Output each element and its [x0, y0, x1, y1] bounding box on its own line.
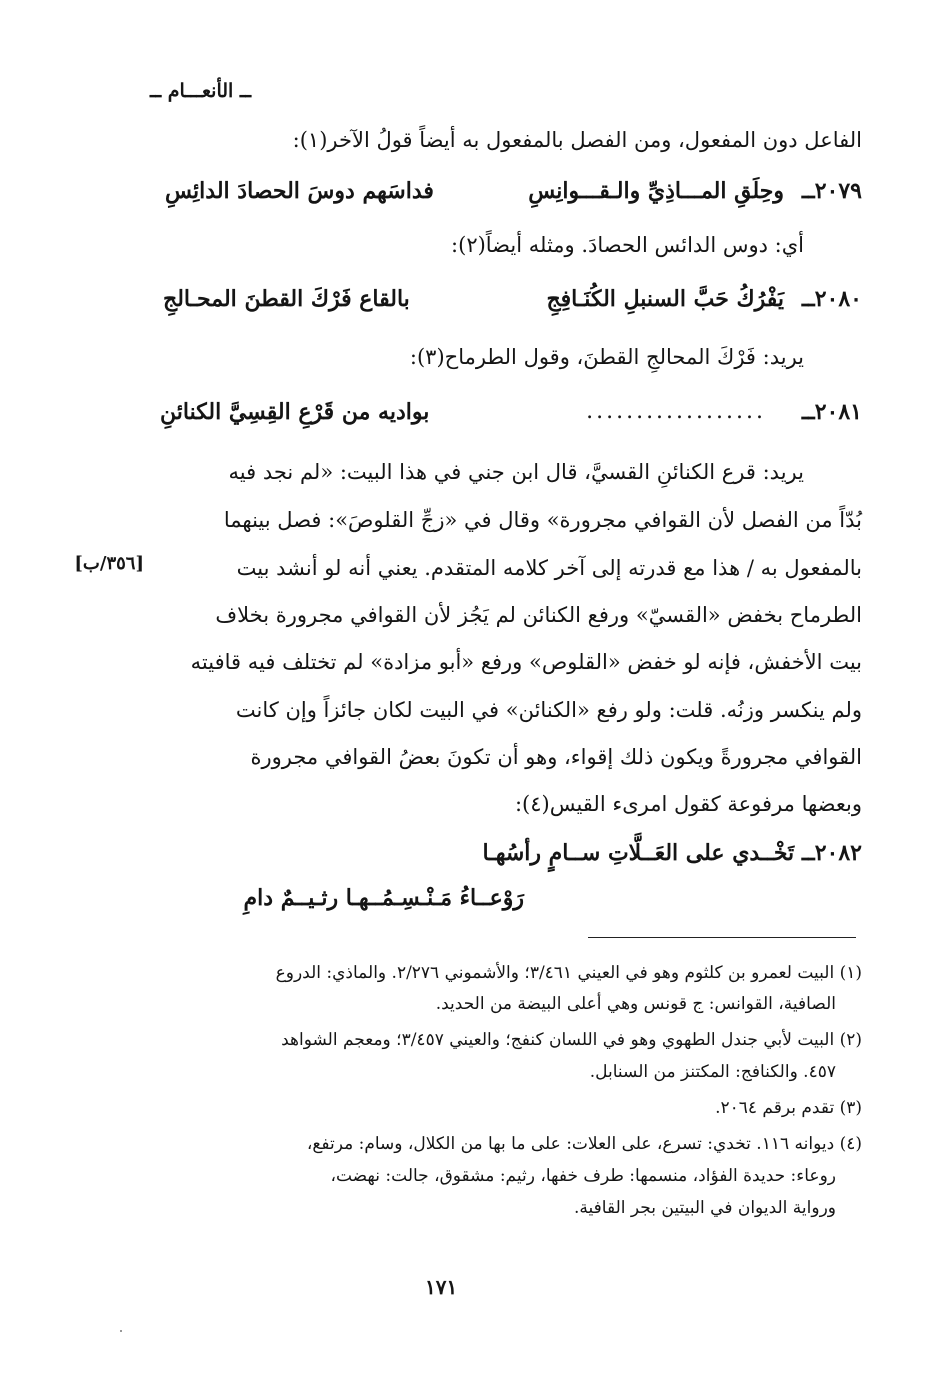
page-number: ١٧١ [425, 1275, 458, 1299]
footnote: (١) البيت لعمرو بن كلثوم وهو في العيني ٣/٤٦١؛ والأشموني ٢/٢٧٦. والماذي: الدروع [275, 963, 862, 983]
footnote: (٢) البيت لأبي جندل الطهوي وهو في اللسان كنفج؛ والعيني ٣/٤٥٧؛ ومعجم الشواهد [281, 1030, 862, 1050]
verse-number: ٢٠٨١ــ [801, 399, 862, 425]
verse-hemistich-second: بالقاع فَرْكَ القطنَ المحـالجِ [163, 286, 410, 312]
text-line: الفاعل دون المفعول، ومن الفصل بالمفعول به أيضاً قولُ الآخر(١): [292, 128, 862, 152]
text-line: وبعضها مرفوعة كقول امرىء القيس(٤): [514, 792, 862, 816]
text-line: بُدّاً من الفصل لأن القوافي مجرورة» وقال في «زجِّ القلوصَ»: فصل بينهما [223, 508, 862, 532]
footnote-continuation: الصافية، القوانس: ج قونس وهي أعلى البيضة من الحديد. [435, 994, 836, 1014]
margin-folio-reference: [٣٥٦/ب] [74, 553, 144, 574]
footnote-continuation: روعاء: حديدة الفؤاد، منسمها: طرف خفها، رثيم: مشقوق، جالت: نهضت، [330, 1166, 836, 1186]
verse-number: ٢٠٧٩ــ [801, 178, 862, 204]
text-line: ولم ينكسر وزنُه. قلت: ولو رفع «الكنائن» في البيت لكان جائزاً وإن كانت [235, 698, 862, 722]
running-header: ــ الأنعـــام ــ [150, 80, 252, 102]
footnote: (٣) تقدم برقم ٢٠٦٤. [715, 1098, 862, 1118]
scan-speck [120, 1330, 122, 1332]
verse-hemistich-second: بواديه من قَرْعِ القِسِيَّ الكنائنِ [160, 399, 430, 425]
verse-hemistich-first: وحِلَقِ المـــاذِيِّ والـقـــوانِسِ [528, 178, 784, 204]
text-line: الطرماح بخفض «القسيّ» ورفع الكنائن لم يَجُز لأن القوافي مجرورة بخلاف [215, 603, 862, 627]
text-line: يريد: قرع الكنائنِ القسيَّ، قال ابن جني في هذا البيت: «لم نجد فيه [228, 460, 804, 484]
verse-hemistich-second: فداسَهم دوسَ الحصادَ الدائِسِ [165, 178, 434, 204]
text-line: القوافي مجرورةً ويكون ذلك إقواء، وهو أن تكونَ بعضُ القوافي مجرورة [250, 745, 862, 769]
text-line: بيت الأخفش، فإنه لو خفض «القلوص» ورفع «أبو مزادة» لم تختلف فيه قافيته [190, 650, 862, 674]
footnote-continuation: ورواية الديوان في البيتين بجر القافية. [574, 1198, 836, 1218]
text-line: يريد: فَرْكَ المحالجِ القطنَ، وقول الطرماح(٣): [409, 345, 804, 369]
verse-hemistich-first: يَفْرُكُ حَبَّ السنبلِ الكُنَـافِجِ [546, 286, 784, 312]
verse-line: رَوْعــاءُ مَـنْـسِـمُــهـا رثـيــمٌ دامِ [243, 885, 524, 911]
text-line: بالمفعول به / هذا مع قدرته إلى آخر كلامه المتقدم. يعني أنه لو أنشد بيت [236, 556, 862, 580]
footnote: (٤) ديوانه ١١٦. تخدي: تسرع، على العلات: على ما بها من الكلال، وسام: مرتفع، [306, 1134, 862, 1154]
verse-elision-dots: .................. [586, 399, 766, 424]
footnote-separator [588, 937, 856, 938]
verse-line: ٢٠٨٢ــ تَخْــدي على العَــلَّاتِ ســامٍ رأسُهـا [482, 840, 862, 866]
verse-number: ٢٠٨٠ــ [801, 286, 862, 312]
footnote-continuation: ٤٥٧. والكنافج: المكتنز من السنابل. [589, 1062, 836, 1082]
text-line: أي: دوس الدائس الحصادَ. ومثله أيضاً(٢): [451, 233, 804, 257]
